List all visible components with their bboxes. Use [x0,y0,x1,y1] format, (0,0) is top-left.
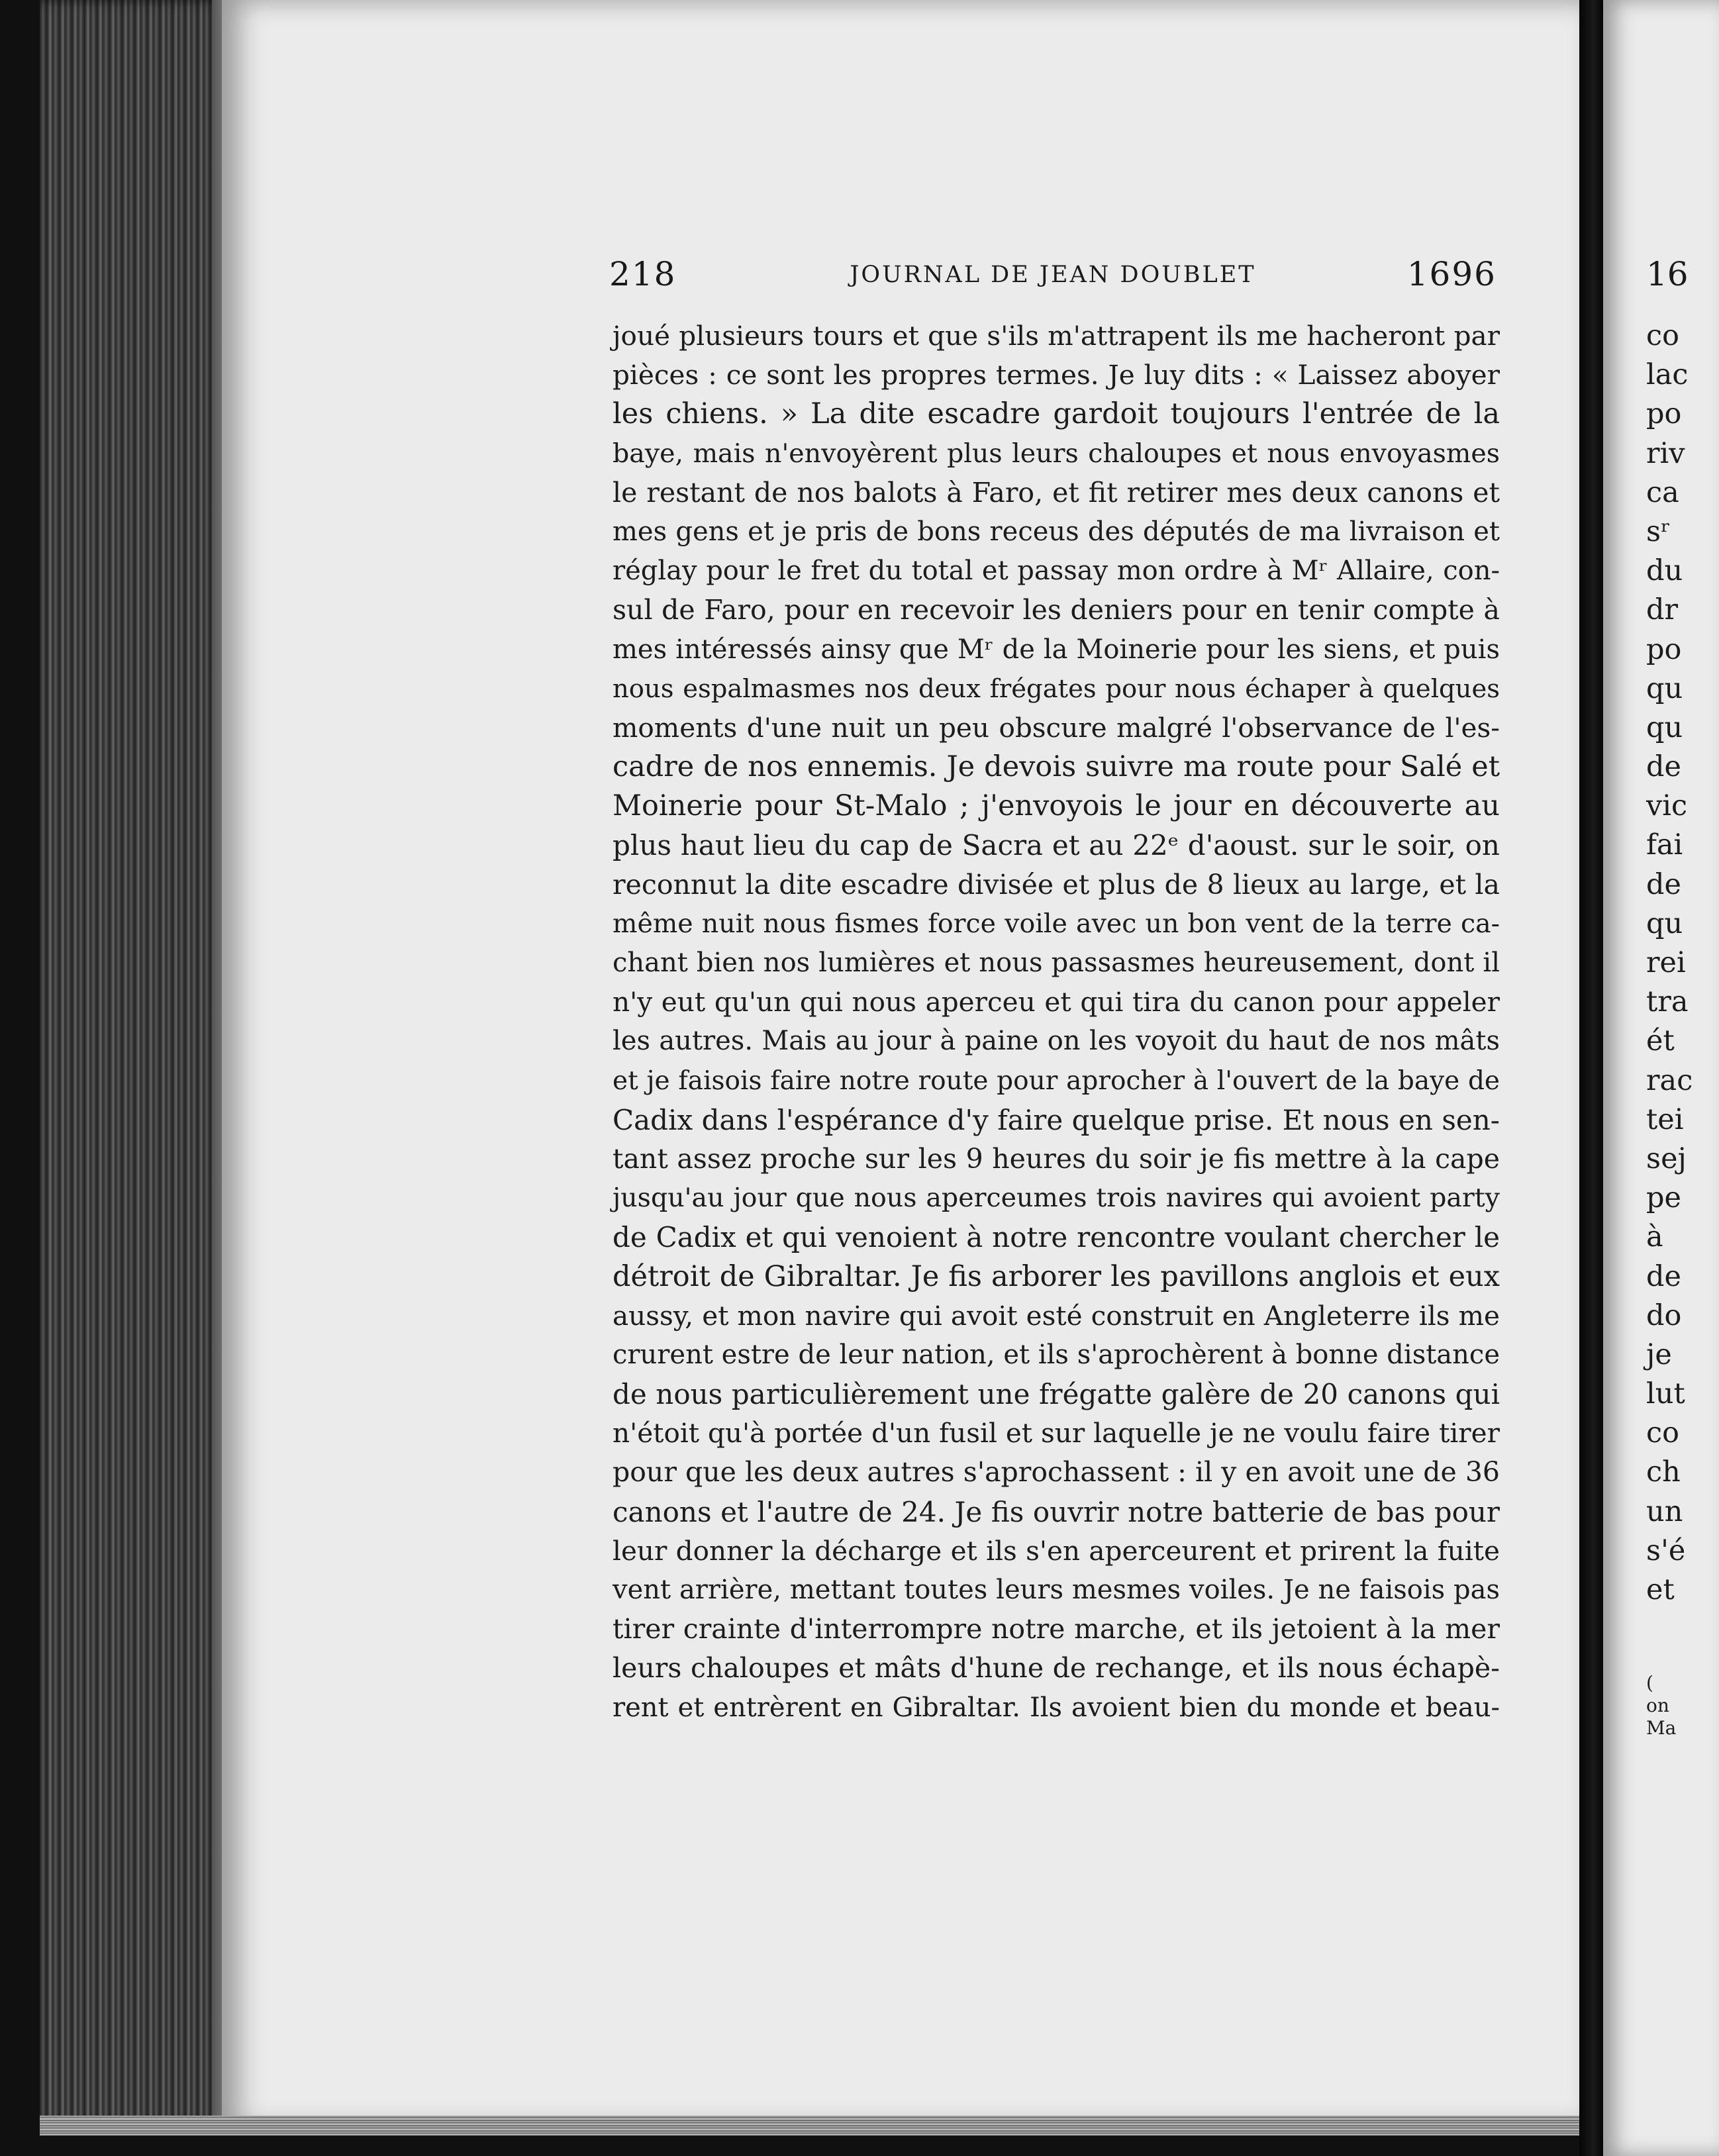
right-line-fragment: lut [1646,1377,1685,1411]
right-page-fragment [1603,0,1719,2156]
body-line: n'étoit qu'à portée d'un fusil et sur laquelle je ne voulu faire tirer [613,1417,1500,1449]
body-line: reconnut la dite escadre divisée et plus de 8 lieux au large, et la [613,868,1500,901]
right-line-fragment: qu [1646,906,1683,940]
right-line-fragment: rac [1646,1063,1693,1097]
body-line: Moinerie pour St-Malo ; j'envoyois le jour en découverte au [613,789,1500,823]
body-line: mes gens et je pris de bons receus des députés de ma livraison et [613,516,1500,547]
body-text [613,317,1500,1728]
running-title: JOURNAL DE JEAN DOUBLET [850,262,1256,288]
right-line-fragment: sʳ [1646,514,1671,548]
right-line-fragment: riv [1646,436,1685,470]
right-page-notes-fragment [1646,1672,1676,1740]
right-line-fragment: qu [1646,671,1683,705]
right-line-fragment: de [1646,1259,1681,1293]
body-line: jusqu'au jour que nous aperceumes trois navires qui avoient party [613,1183,1500,1214]
body-line: leur donner la décharge et ils s'en aperceurent et prirent la fuite [613,1534,1500,1567]
right-line-fragment: sej [1646,1142,1687,1175]
right-line-fragment: co [1646,1416,1679,1450]
book-bottom-edge [40,2116,1583,2135]
body-line: vent arrière, mettant toutes leurs mesmes voiles. Je ne faisois pas [613,1575,1500,1605]
right-line-fragment: je [1646,1338,1672,1371]
right-line-fragment: de [1646,750,1681,784]
body-line: n'y eut qu'un qui nous aperceu et qui tira du canon pour appeler [613,986,1500,1018]
book-page-edges [40,0,238,2129]
right-line-fragment: vic [1646,789,1688,823]
right-line-fragment: du [1646,554,1683,588]
right-line-fragment: lac [1646,358,1689,392]
right-line-fragment: po [1646,397,1682,431]
right-line-fragment: dr [1646,593,1679,627]
right-line-fragment: po [1646,632,1682,666]
right-line-fragment: rei [1646,946,1686,979]
body-line: joué plusieurs tours et que s'ils m'attrapent ils me hacheront par [613,320,1500,352]
right-line-fragment: fai [1646,828,1683,862]
body-line: leurs chaloupes et mâts d'hune de rechange, et ils nous échapè- [613,1652,1500,1685]
right-line-fragment: do [1646,1298,1682,1332]
body-line: pour que les deux autres s'aprochassent : il y en avoit une de 36 [613,1456,1500,1489]
body-line: canons et l'autre de 24. Je fis ouvrir notre batterie de bas pour [613,1495,1500,1528]
body-line: réglay pour le fret du total et passay mon ordre à Mʳ Allaire, con- [613,556,1500,587]
body-line: baye, mais n'envoyèrent plus leurs chaloupes et nous envoyasmes [613,438,1500,469]
right-line-fragment: tei [1646,1102,1684,1136]
body-line: moments d'une nuit un peu obscure malgré l'observance de l'es- [613,711,1500,744]
right-line-fragment: ca [1646,475,1679,509]
body-line: tirer crainte d'interrompre notre marche, et ils jetoient à la mer [613,1613,1500,1645]
body-line: sul de Faro, pour en recevoir les deniers pour en tenir compte à [613,594,1500,626]
body-line: même nuit nous fismes force voile avec un bon vent de la terre ca- [613,908,1500,939]
body-line: cadre de nos ennemis. Je devois suivre ma route pour Salé et [613,750,1500,784]
right-line-fragment: et [1646,1573,1675,1606]
right-note-fragment: Ma [1646,1717,1677,1739]
body-line: aussy, et mon navire qui avoit esté construit en Angleterre ils me [613,1299,1500,1332]
body-line: nous espalmasmes nos deux frégates pour nous échaper à quelques [613,673,1500,704]
body-line: détroit de Gibraltar. Je fis arborer les pavillons anglois et eux [613,1259,1500,1293]
right-note-fragment: ( [1646,1672,1653,1694]
right-line-fragment: co [1646,319,1679,352]
right-line-fragment: à [1646,1220,1663,1254]
body-line: rent et entrèrent en Gibraltar. Ils avoient bien du monde et beau- [613,1692,1500,1723]
right-line-fragment: s'é [1646,1534,1686,1567]
body-line: les autres. Mais au jour à paine on les voyoit du haut de nos mâts [613,1026,1500,1057]
body-line: de Cadix et qui venoient à notre rencontre voulant chercher le [613,1221,1500,1254]
right-line-fragment: qu [1646,710,1683,744]
body-line: de nous particulièrement une frégatte galère de 20 canons qui [613,1378,1500,1411]
right-line-fragment: de [1646,867,1681,901]
running-head [609,255,1497,308]
page-number: 218 [609,255,677,293]
right-line-fragment: pe [1646,1181,1681,1215]
body-line: le restant de nos balots à Faro, et fit retirer mes deux canons et [613,476,1500,509]
body-line: tant assez proche sur les 9 heures du soir je fis mettre à la cape [613,1142,1500,1175]
right-page-text-fragment [1646,317,1693,1610]
right-page-number-fragment: 16 [1646,255,1689,293]
right-line-fragment: ch [1646,1455,1681,1489]
right-line-fragment: ét [1646,1024,1675,1058]
body-line: mes intéressés ainsy que Mʳ de la Moinerie pour les siens, et puis [613,634,1500,665]
body-line: crurent estre de leur nation, et ils s'aprochèrent à bonne distance [613,1339,1500,1370]
body-line: plus haut lieu du cap de Sacra et au 22ᵉ d'aoust. sur le soir, on [613,829,1500,862]
body-line: et je faisois faire notre route pour aprocher à l'ouvert de la baye de [613,1065,1500,1096]
right-note-fragment: on [1646,1694,1669,1716]
body-line: Cadix dans l'espérance d'y faire quelque prise. Et nous en sen- [613,1103,1500,1136]
book-gutter [1579,0,1603,2156]
right-line-fragment: un [1646,1494,1683,1528]
body-line: les chiens. » La dite escadre gardoit toujours l'entrée de la [613,397,1500,431]
body-line: chant bien nos lumières et nous passasmes heureusement, dont il [613,948,1500,978]
running-year: 1696 [1406,255,1497,293]
body-line: pièces : ce sont les propres termes. Je luy dits : « Laissez aboyer [613,359,1500,391]
right-line-fragment: tra [1646,985,1689,1019]
